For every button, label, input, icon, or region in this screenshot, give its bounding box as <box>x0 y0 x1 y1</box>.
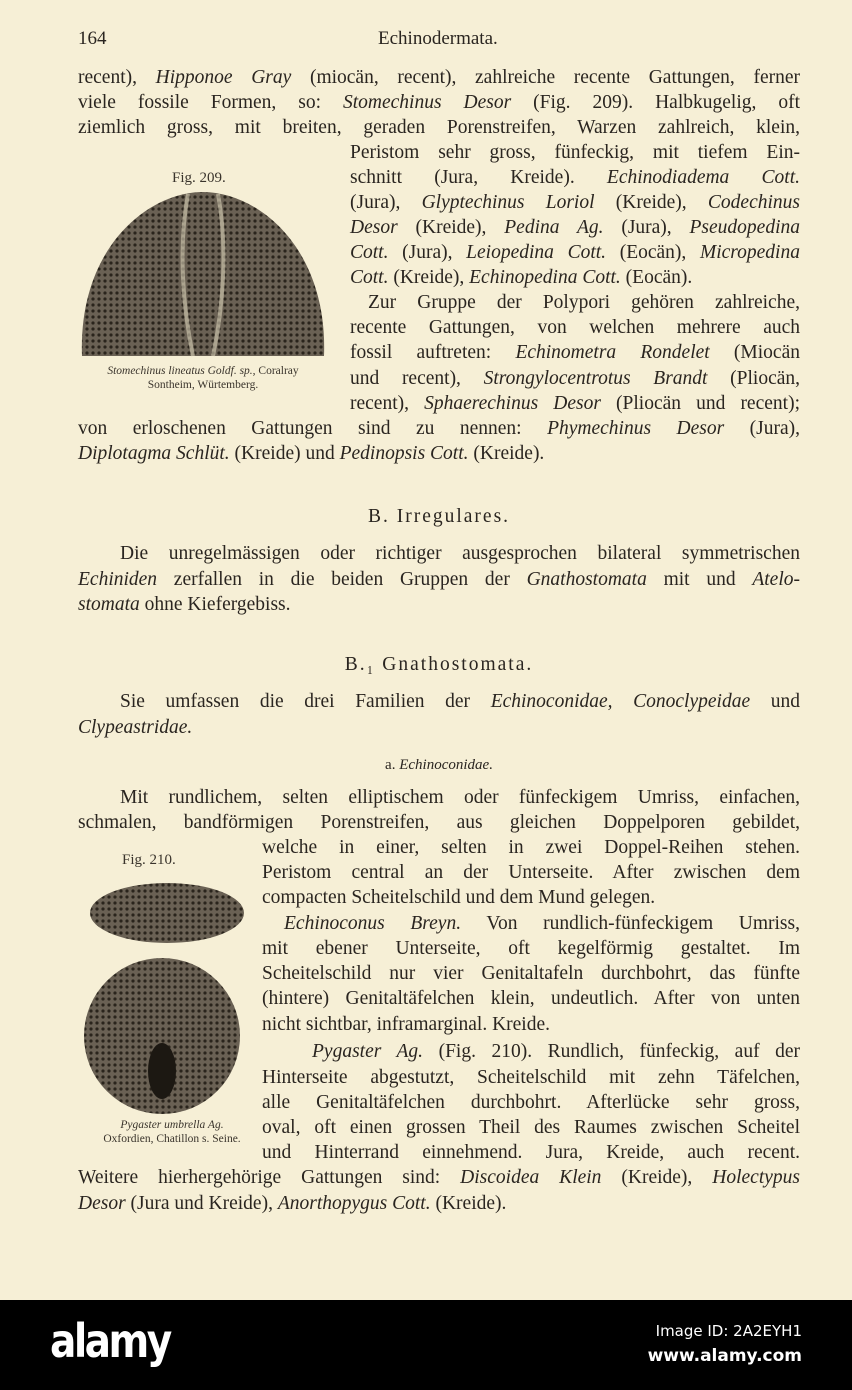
caption-stratum: Coralray <box>255 365 299 377</box>
text-segment: Sie umfassen die drei Familien der <box>120 691 491 712</box>
italic-taxon-name: Gnathostomata <box>526 569 647 590</box>
text-segment: Peristom sehr gross, fünfeckig, mit tiefem Ein- <box>350 142 800 163</box>
italic-taxon-name: Echiniden <box>78 569 158 590</box>
text-segment: ziemlich gross, mit breiten, geraden Porenstreifen, Warzen zahlreich, klein, <box>78 117 800 138</box>
italic-taxon-name: Atelo- <box>752 569 800 590</box>
italic-taxon-name: Strongylocentrotus Brandt <box>483 368 708 389</box>
text-line <box>262 1141 800 1165</box>
text-line <box>350 216 800 240</box>
italic-taxon-name: Phymechinus Desor <box>547 418 725 439</box>
text-line <box>368 291 800 315</box>
italic-taxon-name: Hipponoe Gray <box>155 67 292 88</box>
text-line <box>78 417 800 441</box>
section-heading <box>78 753 800 777</box>
text-segment: (Pliocän, <box>707 368 801 389</box>
text-line <box>120 690 800 714</box>
text-segment: (Eocän). <box>620 267 693 288</box>
image-id: Image ID: 2A2EYH1 <box>655 1322 802 1340</box>
text-line <box>78 716 800 740</box>
text-segment: nicht sichtbar, inframarginal. Kreide. <box>262 1014 551 1035</box>
italic-taxon-name: Discoidea Klein <box>460 1167 602 1188</box>
italic-taxon-name: Pedina Ag. <box>504 217 604 238</box>
text-line <box>78 1192 800 1216</box>
text-line <box>350 266 800 290</box>
caption-species: Stomechinus lineatus Goldf. sp., <box>107 365 256 377</box>
italic-taxon-name: Stomechinus Desor <box>342 92 512 113</box>
text-segment: (Jura), <box>388 242 467 263</box>
text-line <box>262 1013 800 1037</box>
italic-taxon-name: Sphaerechinus Desor <box>424 393 601 414</box>
text-line <box>350 191 800 215</box>
italic-taxon-name: Echinopedina Cott. <box>469 267 621 288</box>
text-segment: schmalen, bandförmigen Porenstreifen, aus gleichen Doppelporen gebildet, <box>78 812 800 833</box>
section-heading <box>78 653 800 677</box>
text-line <box>262 1091 800 1115</box>
text-segment: B. Irregulares. <box>367 506 511 527</box>
text-segment: Die unregelmässigen oder richtiger ausgesprochen bilateral symmetrischen <box>120 543 800 564</box>
text-line <box>120 542 800 566</box>
text-segment: oval, oft einen grossen Theil des Raumes zwischen Scheitel <box>262 1117 800 1138</box>
text-line <box>78 66 800 90</box>
text-segment: (Kreide). <box>468 443 545 464</box>
italic-taxon-name: Echinoconidae, Conoclypeidae <box>490 691 751 712</box>
figure-210-caption <box>72 1118 272 1146</box>
text-segment: und recent), <box>350 368 484 389</box>
watermark-footer <box>0 1300 852 1390</box>
text-line <box>350 166 800 190</box>
text-segment: Zur Gruppe der Polypori gehören zahlreiche, <box>368 292 800 313</box>
text-segment: (Kreide), <box>397 217 505 238</box>
text-segment: (miocän, recent), zahlreiche recente Gattungen, ferner <box>291 67 800 88</box>
figure-209-caption <box>72 364 334 392</box>
caption-locality: Sontheim, Würtemberg. <box>147 379 259 391</box>
text-segment: welche in einer, selten in zwei Doppel-Reihen stehen. <box>262 837 800 858</box>
text-line <box>78 568 800 592</box>
italic-taxon-name: Echinodiadema Cott. <box>606 167 800 188</box>
text-segment: Weitere hierhergehörige Gattungen sind: <box>78 1167 461 1188</box>
text-line <box>78 116 800 140</box>
italic-taxon-name: Holectypus <box>712 1167 800 1188</box>
text-segment: Von rundlich-fünfeckigem Umriss, <box>461 913 800 934</box>
text-line <box>350 341 800 365</box>
text-segment: schnitt (Jura, Kreide). <box>350 167 607 188</box>
text-segment: und Hinterrand einnehmend. Jura, Kreide, auch recent. <box>262 1142 800 1163</box>
text-segment: und <box>750 691 800 712</box>
page-number: 164 <box>78 28 107 49</box>
text-segment: (hintere) Genitaltäfelchen klein, undeutlich. After von unten <box>262 988 800 1009</box>
text-segment: von erloschenen Gattungen sind zu nennen: <box>78 418 548 439</box>
italic-taxon-name: Anorthopygus Cott. <box>277 1193 431 1214</box>
italic-taxon-name: Echinoconus Breyn. <box>284 913 462 934</box>
italic-taxon-name: Echinoconidae. <box>399 757 493 773</box>
text-segment: recent), <box>350 393 425 414</box>
text-segment: fossil auftreten: <box>350 342 516 363</box>
caption-locality: Oxfordien, Chatillon s. Seine. <box>103 1133 241 1145</box>
text-segment: (Pliocän und recent); <box>600 393 800 414</box>
italic-taxon-name: Cott. <box>350 242 389 263</box>
text-segment: (Jura), <box>603 217 690 238</box>
text-line <box>350 141 800 165</box>
figure-209-label: Fig. 209. <box>172 170 226 186</box>
text-segment: viele fossile Formen, so: <box>78 92 343 113</box>
text-segment: mit ebener Unterseite, oft kegelförmig gestaltet. Im <box>262 938 800 959</box>
text-segment: (Jura), <box>724 418 800 439</box>
text-line <box>262 962 800 986</box>
italic-taxon-name: Cott. <box>350 267 389 288</box>
text-segment: B.₁ Gnathostomata. <box>344 654 534 675</box>
text-segment: Mit rundlichem, selten elliptischem oder fünfeckigem Umriss, einfachen, <box>120 787 800 808</box>
text-line <box>350 316 800 340</box>
italic-taxon-name: Leiopedina Cott. <box>466 242 607 263</box>
italic-taxon-name: stomata <box>78 594 140 615</box>
text-line <box>262 886 800 910</box>
italic-taxon-name: Desor <box>350 217 398 238</box>
italic-taxon-name: Pygaster Ag. <box>312 1041 424 1062</box>
text-line <box>284 912 800 936</box>
alamy-logo: alamy <box>50 1314 170 1368</box>
italic-taxon-name: Desor <box>78 1193 126 1214</box>
figure-210-sea-urchin-illustration <box>82 876 252 1116</box>
text-line <box>350 367 800 391</box>
text-line <box>262 1066 800 1090</box>
figure-210-label: Fig. 210. <box>122 852 176 868</box>
text-line <box>78 91 800 115</box>
italic-taxon-name: Pedinopsis Cott. <box>339 443 469 464</box>
italic-taxon-name: Glyptechinus Loriol <box>421 192 595 213</box>
text-line <box>262 937 800 961</box>
italic-taxon-name: Codechinus <box>707 192 800 213</box>
text-line <box>120 786 800 810</box>
text-segment: (Jura), <box>350 192 422 213</box>
italic-taxon-name: Micropedina <box>699 242 800 263</box>
italic-taxon-name: Echinometra Rondelet <box>515 342 710 363</box>
text-segment: (Kreide), <box>594 192 708 213</box>
italic-taxon-name: Pseudopedina <box>689 217 800 238</box>
text-segment: zerfallen in die beiden Gruppen der <box>157 569 527 590</box>
text-line <box>78 442 800 466</box>
figure-209-sea-urchin-illustration <box>78 188 328 363</box>
text-segment: mit und <box>646 569 753 590</box>
website-url: www.alamy.com <box>647 1346 802 1366</box>
section-heading <box>78 505 800 529</box>
text-segment: a. <box>385 757 400 773</box>
text-line <box>78 811 800 835</box>
text-line <box>78 593 800 617</box>
text-line <box>262 987 800 1011</box>
text-segment: alle Genitaltäfelchen durchbohrt. Afterlücke sehr gross, <box>262 1092 800 1113</box>
text-segment: (Jura und Kreide), <box>125 1193 278 1214</box>
text-line <box>78 1166 800 1190</box>
text-line <box>262 1116 800 1140</box>
text-segment: (Kreide). <box>430 1193 507 1214</box>
italic-taxon-name: Clypeastridae. <box>78 717 193 738</box>
text-line <box>350 392 800 416</box>
text-segment: recente Gattungen, von welchen mehrere auch <box>350 317 800 338</box>
text-segment: (Kreide) und <box>229 443 340 464</box>
text-segment: (Eocän), <box>606 242 700 263</box>
text-line <box>262 861 800 885</box>
text-line <box>262 836 800 860</box>
text-segment: (Fig. 209). Halbkugelig, oft <box>511 92 800 113</box>
text-line <box>350 241 800 265</box>
text-segment: (Kreide), <box>601 1167 713 1188</box>
text-line <box>312 1040 800 1064</box>
running-title: Echinodermata. <box>378 28 498 49</box>
text-segment: (Kreide), <box>388 267 470 288</box>
text-segment: ohne Kiefergebiss. <box>139 594 291 615</box>
text-segment: recent), <box>78 67 156 88</box>
caption-species: Pygaster umbrella Ag. <box>120 1119 224 1131</box>
text-segment: (Miocän <box>709 342 800 363</box>
text-segment: (Fig. 210). Rundlich, fünfeckig, auf der <box>423 1041 800 1062</box>
italic-taxon-name: Diplotagma Schlüt. <box>78 443 230 464</box>
text-segment: compacten Scheitelschild und dem Mund gelegen. <box>262 887 656 908</box>
text-segment: Scheitelschild nur vier Genitaltafeln durchbohrt, das fünfte <box>262 963 800 984</box>
text-segment: Peristom central an der Unterseite. After zwischen dem <box>262 862 800 883</box>
text-segment: Hinterseite abgestutzt, Scheitelschild mit zehn Täfelchen, <box>262 1067 800 1088</box>
